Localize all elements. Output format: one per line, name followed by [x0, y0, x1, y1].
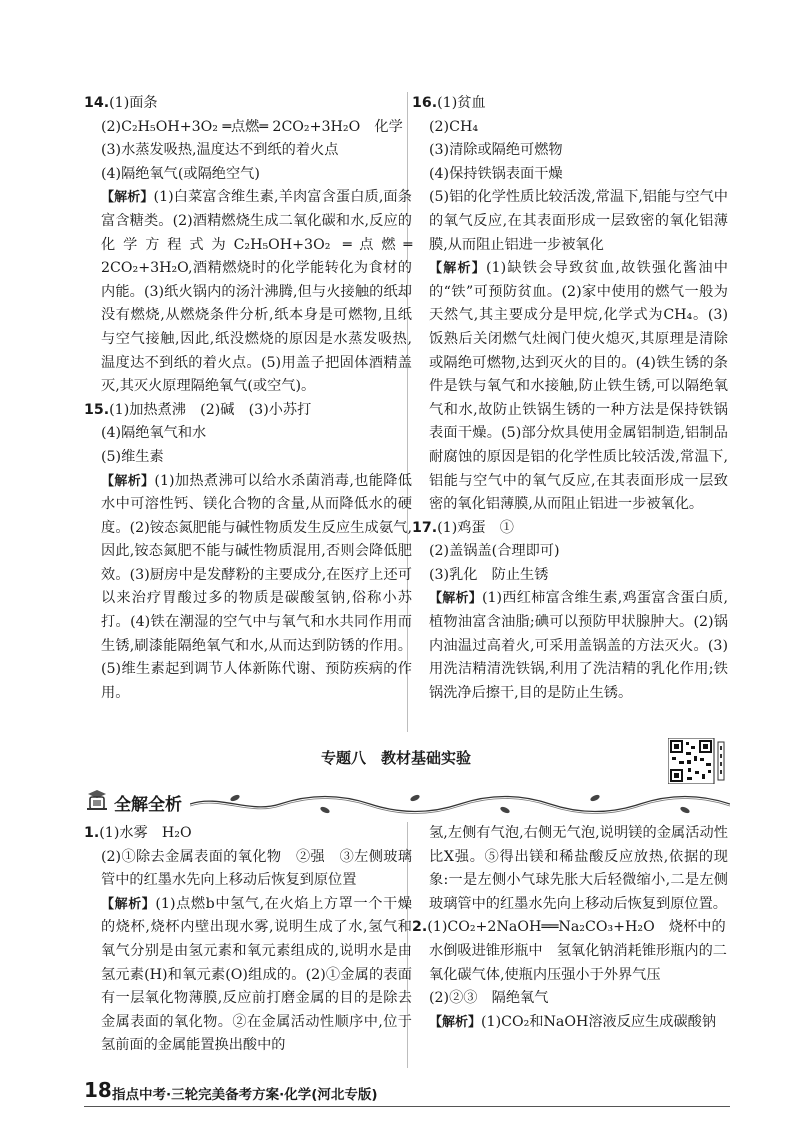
page-number: 18: [84, 1078, 112, 1102]
q14-explanation: 【解析】(1)白菜富含维生素,羊肉富含蛋白质,面条富含糖类。(2)酒精燃烧生成二氧化碳和水,反应的化学方程式为C₂H₅OH+3O₂ ═点燃═ 2CO₂+3H₂O,酒精燃烧时的化学能转化为食材的内能。(3)纸火锅内的汤汁沸腾,但与火接触的纸却没有燃烧,从燃烧条件分析,纸本身是可燃物,且纸与空气接触,因此,纸没燃烧的原因是水蒸发吸热,温度达不到纸的着火点。(5)用盖子把固体酒精盖灭,其灭火原理隔绝氧气(或空气)。: [101, 189, 412, 395]
q15-answer-1: 15.(1)加热煮沸 (2)碱 (3)小苏打: [84, 401, 312, 418]
q17-answer-1: 17.(1)鸡蛋 ①: [412, 519, 514, 536]
q17-answer-2: (2)盖锅盖(合理即可): [429, 543, 560, 560]
q15-answer-2: (4)隔绝氧气和水: [101, 425, 207, 442]
q17-answer-3: (3)乳化 防止生锈: [429, 566, 549, 583]
right-column-bottom: [412, 822, 728, 1034]
q1-answer-2: (2)①除去金属表面的氧化物 ②强 ③左侧玻璃管中的红墨水先向上移动后恢复到原位置: [101, 848, 412, 889]
right-column-top: [412, 92, 728, 705]
q2-answer-1: 2.(1)CO₂+2NaOH══Na₂CO₃+H₂O 烧杯中的水倒吸进锥形瓶中 氢氧化钠消耗锥形瓶内的二氧化碳气体,使瓶内压强小于外界气压: [412, 919, 727, 983]
q14-answer-1: 14.(1)面条: [84, 95, 158, 111]
q14-answer-2: (2)C₂H₅OH+3O₂ ═点燃═ 2CO₂+3H₂O 化学: [101, 118, 403, 135]
analysis-banner: [84, 788, 730, 816]
q15-explanation: 【解析】(1)加热煮沸可以给水杀菌消毒,也能降低水中可溶性钙、镁化合物的含量,从而降低水的硬度。(2)铵态氮肥能与碱性物质发生反应生成氨气,因此,铵态氮肥不能与碱性物质混用,否则会降低肥效。(3)厨房中是发酵粉的主要成分,在医疗上还可以来治疗胃酸过多的物质是碳酸氢钠,俗称小苏打。(4)铁在潮湿的空气中与氧气和水共同作用而生锈,刷漆能隔绝氧气和水,从而达到防锈的作用。(5)维生素起到调节人体新陈代谢、预防疾病的作用。: [101, 472, 412, 701]
q14-answer-4: (4)隔绝氧气(或隔绝空气): [101, 165, 260, 182]
q16-answer-2: (2)CH₄: [429, 118, 479, 135]
banner-vine-decoration: [190, 788, 730, 816]
section-title: 专题八 教材基础实验: [320, 749, 471, 767]
banner-title: 全解全析: [114, 795, 182, 815]
q15-answer-3: (5)维生素: [101, 448, 164, 465]
q17-explanation: 【解析】(1)西红柿富含维生素,鸡蛋富含蛋白质,植物油富含油脂;碘可以预防甲状腺肿大。(2)锅内油温过高着火,可采用盖锅盖的方法灭火。(3)用洗洁精清洗铁锅,利用了洗洁精的乳化作用;铁锅洗净后擦干,目的是防止生锈。: [429, 590, 728, 701]
q16-explanation: 【解析】(1)缺铁会导致贫血,故铁强化酱油中的“铁”可预防贫血。(2)家中使用的燃气一般为天然气,其主要成分是甲烷,化学式为CH₄。(3)饭熟后关闭燃气灶阀门使火熄灭,其原理是清除或隔绝可燃物,达到灭火的目的。(4)铁生锈的条件是铁与氧气和水接触,防止铁生锈,可以隔绝氧气和水,故防止铁锅生锈的一种方法是保持铁锅表面干燥。(5)部分炊具使用金属铝制造,铝制品耐腐蚀的原因是铝的化学性质比较活泼,常温下,铝能与空气中的氧气反应,在其表面形成一层致密的氧化铝薄膜,从而阻止铝进一步被氧化。: [429, 260, 728, 513]
q2-answer-2: (2)②③ 隔绝氧气: [429, 990, 549, 1007]
left-column-top: [84, 92, 412, 705]
q2-explanation: 【解析】(1)CO₂和NaOH溶液反应生成碳酸钠: [429, 1013, 717, 1030]
banner-emblem-icon: [84, 788, 110, 814]
q16-answer-4: (4)保持铁锅表面干燥: [429, 165, 563, 182]
q1-explanation-continued: 氢,左侧有气泡,右侧无气泡,说明镁的金属活动性比X强。⑤得出镁和稀盐酸反应放热,依据的现象:一是左侧小气球先胀大后轻微缩小,二是左侧玻璃管中的红墨水先向上移动后恢复到原位置。: [429, 825, 728, 912]
q1-answer-1: 1.(1)水雾 H₂O: [84, 825, 192, 841]
q16-answer-1: 16.(1)贫血: [412, 95, 486, 111]
qr-code: [668, 738, 726, 784]
left-column-bottom: [84, 822, 412, 1058]
q1-explanation: 【解析】(1)点燃b中氢气,在火焰上方罩一个干燥的烧杯,烧杯内壁出现水雾,说明生成了水,氢气和氧气分别是由氢元素和氧元素组成的,说明水是由氢元素(H)和氧元素(O)组成的。(2)①金属的表面有一层氧化物薄膜,反应前打磨金属的目的是除去金属表面的氧化物。②在金属活动性顺序中,位于氢前面的金属能置换出酸中的: [101, 895, 412, 1054]
q16-answer-3: (3)清除或隔绝可燃物: [429, 142, 563, 159]
q16-answer-5: (5)铝的化学性质比较活泼,常温下,铝能与空气中的氧气反应,在其表面形成一层致密的氧化铝薄膜,从而阻止铝进一步被氧化: [429, 189, 728, 253]
book-title: 指点中考·三轮完美备考方案·化学(河北专版): [112, 1087, 378, 1103]
q14-answer-3: (3)水蒸发吸热,温度达不到纸的着火点: [101, 142, 339, 159]
footer-rule: [84, 1106, 730, 1107]
